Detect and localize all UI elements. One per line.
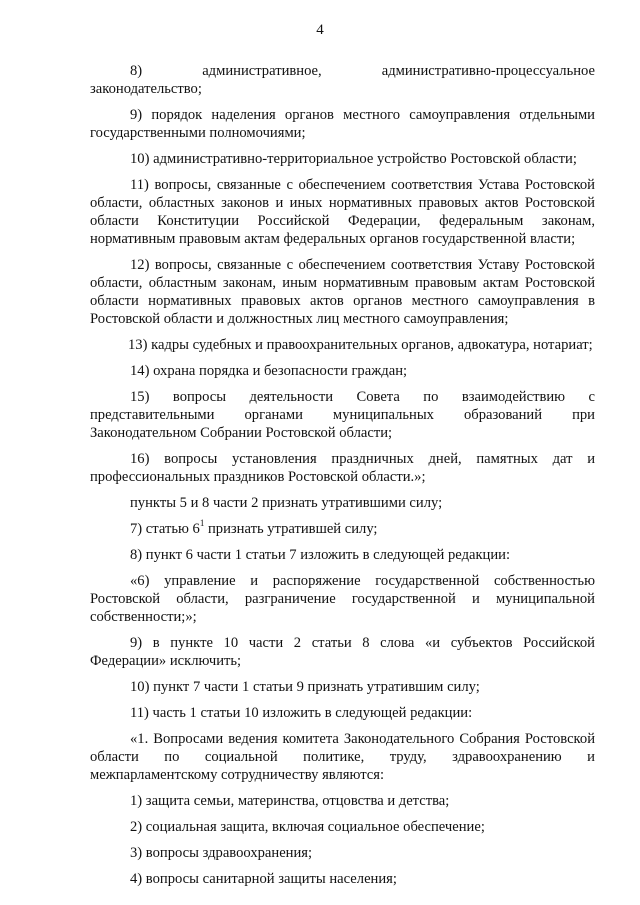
paragraph: 14) охрана порядка и безопасности граждан; — [130, 363, 408, 379]
paragraph: 2) социальная защита, включая социальное обеспечение; — [130, 819, 485, 835]
paragraph: 11) часть 1 статьи 10 изложить в следующей редакции: — [130, 705, 473, 721]
paragraph: 8) пункт 6 части 1 статьи 7 изложить в следующей редакции: — [130, 547, 511, 563]
paragraph: 11) вопросы, связанные с обеспечением соответствия Устава Ростовской области, областных законов и иных нормативных правовых актов Ростовской области Конституции Российской Федерации, федеральным законам, нормативным правовым актам федеральных органов государственной власти; — [90, 177, 595, 247]
paragraph: 9) порядок наделения органов местного самоуправления отдельными государственными полномочиями; — [90, 107, 595, 141]
paragraph: 15) вопросы деятельности Совета по взаимодействию с представительными органами муниципальных образований при Законодательном Собрании Ростовской области; — [90, 389, 595, 441]
paragraph: 13) кадры судебных и правоохранительных органов, адвокатура, нотариат; — [128, 337, 593, 353]
paragraph: «1. Вопросами ведения комитета Законодательного Собрания Ростовской области по социальной политике, труду, здравоохранению и межпарламентскому сотрудничеству являются: — [90, 731, 595, 783]
document-body — [90, 62, 595, 896]
page-number: 4 — [316, 22, 324, 38]
paragraph: 9) в пункте 10 части 2 статьи 8 слова «и субъектов Российской Федерации» исключить; — [90, 635, 595, 669]
paragraph: 4) вопросы санитарной защиты населения; — [130, 871, 397, 887]
superscript: 1 — [199, 518, 205, 529]
paragraph: 8) административное, административно-процессуальное законодательство; — [90, 63, 595, 97]
paragraph: «6) управление и распоряжение государственной собственностью Ростовской области, разграничение государственной и муниципальной собственности;»; — [90, 573, 595, 625]
paragraph: 12) вопросы, связанные с обеспечением соответствия Уставу Ростовской области, областным законам, иным нормативным правовым актам Ростовской области нормативных правовых актов органов местного самоуправления в Ростовской области и должностных лиц местного самоуправления; — [90, 257, 595, 327]
paragraph: 16) вопросы установления праздничных дней, памятных дат и профессиональных праздников Ростовской области.»; — [90, 451, 595, 485]
paragraph: 10) административно-территориальное устройство Ростовской области; — [130, 151, 577, 167]
paragraph: 3) вопросы здравоохранения; — [130, 845, 313, 861]
paragraph: пункты 5 и 8 части 2 признать утратившими силу; — [130, 495, 443, 511]
paragraph-article-6-1 — [90, 520, 595, 538]
paragraph-text: признать утратившей силу; — [204, 521, 378, 537]
paragraph-text: 7) статью 6 — [130, 521, 200, 537]
paragraph: 1) защита семьи, материнства, отцовства и детства; — [130, 793, 450, 809]
paragraph: 10) пункт 7 части 1 статьи 9 признать утратившим силу; — [130, 679, 480, 695]
